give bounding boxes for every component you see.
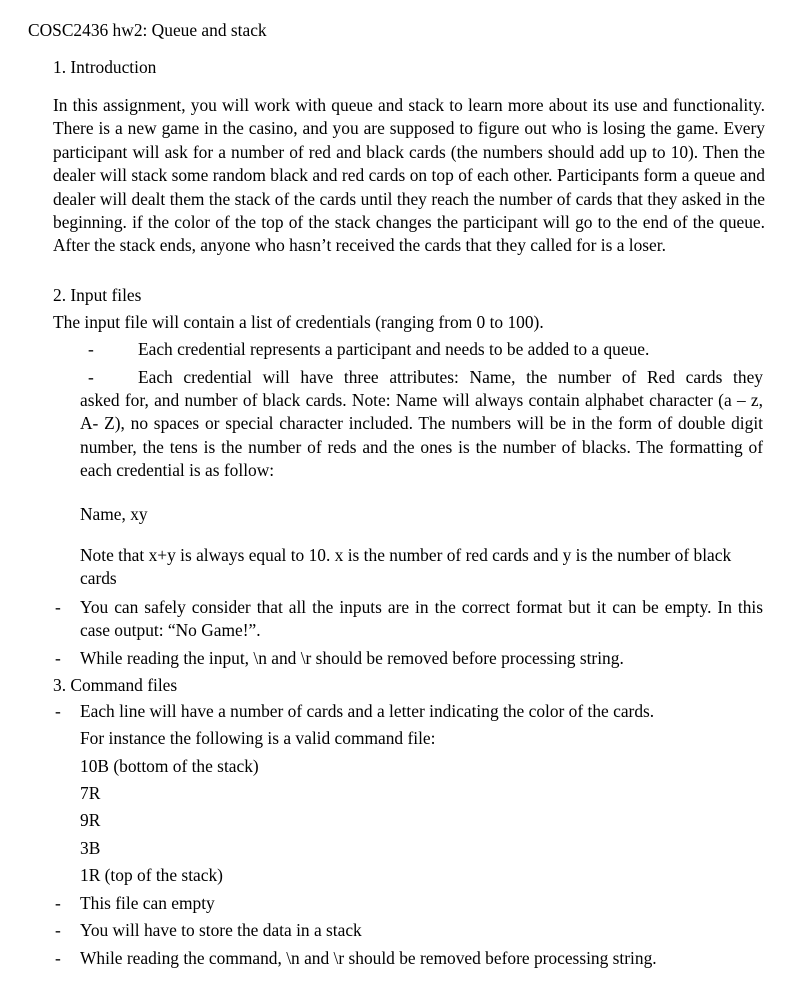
section-1-heading: 1. Introduction bbox=[53, 57, 157, 77]
section-3-bullet-3: You will have to store the data in a stack bbox=[80, 920, 362, 940]
section-2-note: Note that x+y is always equal to 10. x is the number of red cards and y is the number of black cards bbox=[80, 545, 732, 589]
bullet-dash: - bbox=[88, 367, 94, 387]
section-3-bullet-4: While reading the command, \n and \r should be removed before processing string. bbox=[80, 948, 657, 968]
bullet-dash: - bbox=[55, 597, 61, 617]
bullet-dash: - bbox=[55, 648, 61, 668]
section-2-bullet-2-first-line: Each credential will have three attributes: Name, the number of Red cards they bbox=[138, 367, 763, 387]
bullet-dash: - bbox=[55, 920, 61, 940]
example-line: 10B (bottom of the stack) bbox=[80, 756, 259, 776]
bullet-dash: - bbox=[55, 893, 61, 913]
bullet-dash: - bbox=[88, 339, 94, 359]
section-3-bullet-2: This file can empty bbox=[80, 893, 215, 913]
bullet-dash: - bbox=[55, 701, 61, 721]
section-2-bullet-4: While reading the input, \n and \r should be removed before processing string. bbox=[80, 648, 624, 668]
example-intro: For instance the following is a valid command file: bbox=[80, 728, 436, 748]
example-line: 1R (top of the stack) bbox=[80, 865, 223, 885]
section-3-bullet-1: Each line will have a number of cards and a letter indicating the color of the cards. bbox=[80, 701, 655, 721]
section-3-heading: 3. Command files bbox=[53, 675, 178, 695]
bullet-dash: - bbox=[55, 948, 61, 968]
example-line: 9R bbox=[80, 810, 101, 830]
example-line: 3B bbox=[80, 838, 101, 858]
credential-format: Name, xy bbox=[80, 504, 148, 524]
section-2-bullet-1: Each credential represents a participant and needs to be added to a queue. bbox=[138, 339, 650, 359]
page-title: COSC2436 hw2: Queue and stack bbox=[28, 20, 267, 40]
section-2-intro: The input file will contain a list of credentials (ranging from 0 to 100). bbox=[53, 312, 544, 332]
section-1-paragraph: In this assignment, you will work with queue and stack to learn more about its use and functionality. There is a new game in the casino, and you are supposed to figure out who is losing the game. Every participant will ask for a number of red and black cards (the numbers should add up to 10). Then the dealer will stack some random black and red cards on top of each other. Participants form a queue and dealer will dealt them the stack of the cards until they reach the number of cards that they asked in the beginning. if the color of the top of the stack changes the participant will go to the end of the queue. After the stack ends, anyone who hasn’t received the cards that they called for is a loser. bbox=[53, 95, 765, 256]
example-line: 7R bbox=[80, 783, 101, 803]
section-2-heading: 2. Input files bbox=[53, 285, 142, 305]
section-2-bullet-3: You can safely consider that all the inputs are in the correct format but it can be empty. In this case output: “No Game!”. bbox=[80, 597, 763, 641]
section-2-bullet-2-body: asked for, and number of black cards. Note: Name will always contain alphabet character (a – z, A- Z), no spaces or special character included. The numbers will be in the form of double digit number, the tens is the number of reds and the ones is the number of blacks. The formatting of each credential is as follow: bbox=[80, 390, 763, 481]
